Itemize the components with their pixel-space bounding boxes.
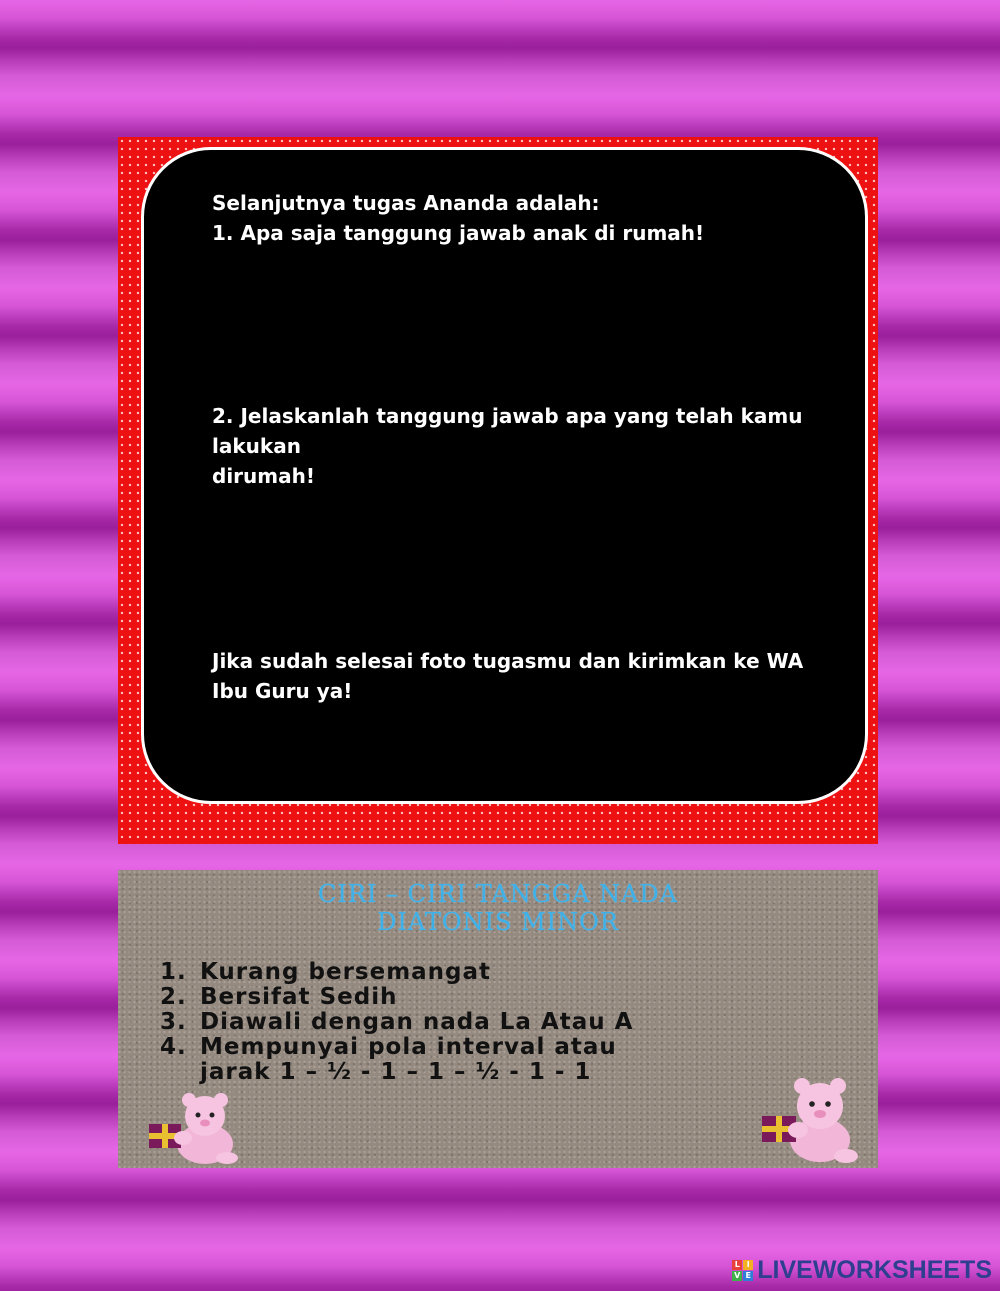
question-2-line-2: lakukan [212,434,301,458]
slide-title-line-2: DIATONIS MINOR [377,908,619,936]
slide-title-line-1: CIRI – CIRI TANGGA NADA [318,880,678,908]
list-item: 3. Diawali dengan nada La Atau A [160,1009,634,1035]
question-2-line-1: 2. Jelaskanlah tanggung jawab apa yang telah kamu [212,404,803,428]
list-item: 2. Bersifat Sedih [160,984,398,1010]
liveworksheets-logo[interactable] [732,1256,992,1285]
minor-scale-slide [118,870,878,1168]
list-item: 4. Mempunyai pola interval atau [160,1034,617,1060]
characteristics-list [160,960,633,1085]
task-card [141,147,868,804]
question-2-line-3: dirumah! [212,464,315,488]
list-item: jarak 1 – ½ - 1 – 1 – ½ - 1 - 1 [200,1059,592,1085]
bear-with-gift-icon [756,1070,866,1166]
instruction-line-2: Ibu Guru ya! [212,679,353,703]
instruction-line-1: Jika sudah selesai foto tugasmu dan kirimkan ke WA [212,649,804,673]
logo-text: LIVEWORKSHEETS [757,1256,992,1284]
logo-mark-icon: L I V E [732,1260,753,1281]
task-slide [118,137,878,844]
bear-with-gift-icon [143,1088,243,1166]
question-1: 1. Apa saja tanggung jawab anak di rumah! [212,221,705,245]
list-item: 1. Kurang bersemangat [160,959,492,985]
task-intro: Selanjutnya tugas Ananda adalah: [212,191,600,215]
slide-title [118,880,878,936]
